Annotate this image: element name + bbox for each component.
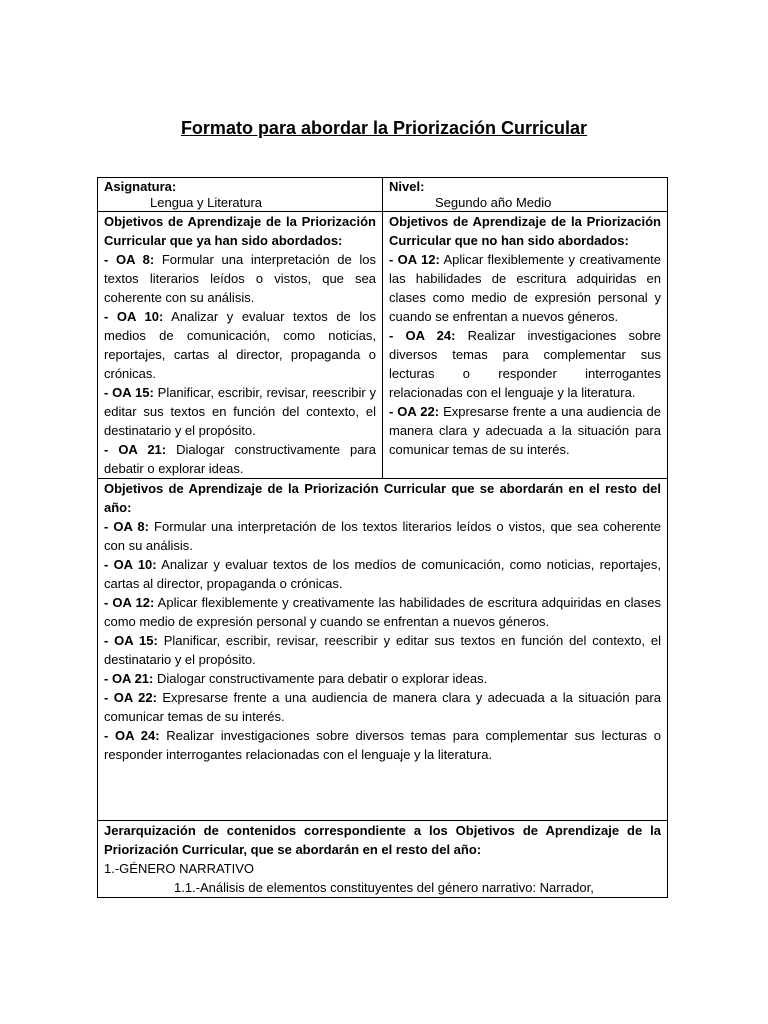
- oa-code: - OA 21:: [104, 671, 154, 686]
- oa-text: Aplicar flexiblemente y creativamente las habilidades de escritura adquiridas en clases como medio de expresión personal y cuando se enfrentan a nuevos géneros.: [104, 595, 661, 629]
- empty-space: [104, 764, 661, 820]
- oa-text: Realizar investigaciones sobre diversos temas para complementar sus lecturas o responder interrogantes relacionadas con el lenguaje y la literatura.: [389, 328, 661, 400]
- oa-text: Planificar, escribir, revisar, reescribir y editar sus textos en función del contexto, el destinatario y el propósito.: [104, 385, 376, 438]
- oa-text: Planificar, escribir, revisar, reescribir y editar sus textos en función del contexto, el destinatario y el propósito.: [104, 633, 662, 667]
- jerarquizacion-row: [98, 821, 668, 898]
- header-row: [98, 178, 668, 212]
- oa-text: Dialogar constructivamente para debatir o explorar ideas.: [104, 442, 376, 476]
- section-heading: 1.-GÉNERO NARRATIVO: [104, 861, 255, 876]
- oa-code: - OA 22:: [104, 690, 157, 705]
- list-item: [104, 688, 661, 726]
- oa-code: - OA 12:: [389, 252, 440, 267]
- list-item: [104, 726, 661, 764]
- asignatura-value: Lengua y Literatura: [150, 195, 263, 210]
- list-item: [104, 669, 661, 688]
- oa-code: - OA 15:: [104, 385, 154, 400]
- resto-heading: Objetivos de Aprendizaje de la Priorización Curricular que se abordarán en el resto del año:: [104, 481, 661, 515]
- oa-text: Aplicar flexiblemente y creativamente las habilidades de escritura adquiridas en clases como medio de expresión personal y cuando se enfrentan a nuevos géneros.: [389, 252, 662, 324]
- subsection-text: 1.1.-Análisis de elementos constituyentes del género narrativo: Narrador,: [174, 880, 594, 895]
- oa-code: - OA 22:: [389, 404, 440, 419]
- oa-text: Realizar investigaciones sobre diversos temas para complementar sus lecturas o responder interrogantes relacionadas con el lenguaje y la literatura.: [104, 728, 662, 762]
- oa-code: - OA 10:: [104, 309, 164, 324]
- oa-text: Expresarse frente a una audiencia de manera clara y adecuada a la situación para comunicar temas de su interés.: [104, 690, 661, 724]
- oa-text: Analizar y evaluar textos de los medios de comunicación, como noticias, reportajes, cartas al director, propaganda o crónicas.: [104, 557, 662, 591]
- list-item: [104, 631, 661, 669]
- list-item: [389, 326, 661, 402]
- oa-text: Dialogar constructivamente para debatir o explorar ideas.: [153, 671, 488, 686]
- oa-code: - OA 10:: [104, 557, 157, 572]
- oa-code: - OA 24:: [104, 728, 160, 743]
- list-item: [104, 307, 376, 383]
- list-item: [104, 440, 376, 478]
- list-item: [104, 555, 661, 593]
- curriculum-table: [97, 177, 668, 898]
- list-item: [104, 517, 661, 555]
- resto-row: [98, 479, 668, 821]
- oa-text: Analizar y evaluar textos de los medios de comunicación, como noticias, reportajes, cartas al director, propaganda o crónicas.: [104, 309, 376, 381]
- objectives-row: [98, 212, 668, 479]
- oa-text: Expresarse frente a una audiencia de manera clara y adecuada a la situación para comunicar temas de su interés.: [389, 404, 661, 457]
- asignatura-cell: [98, 178, 383, 212]
- nivel-label: Nivel:: [389, 179, 425, 194]
- oa-code: - OA 8:: [104, 519, 149, 534]
- nivel-cell: [383, 178, 668, 212]
- oa-code: - OA 15:: [104, 633, 158, 648]
- nivel-value: Segundo año Medio: [435, 195, 552, 210]
- oa-text: Formular una interpretación de los textos literarios leídos o vistos, que sea coherente con su análisis.: [104, 252, 376, 305]
- no-abordados-heading: Objetivos de Aprendizaje de la Priorización Curricular que no han sido abordados:: [389, 214, 661, 248]
- oa-code: - OA 21:: [104, 442, 167, 457]
- jerarquizacion-heading: Jerarquización de contenidos correspondiente a los Objetivos de Aprendizaje de la Priorización Curricular, que se abordarán en el resto del año:: [104, 823, 661, 857]
- oa-code: - OA 8:: [104, 252, 155, 267]
- asignatura-label: Asignatura:: [104, 179, 177, 194]
- page-title: Formato para abordar la Priorización Curricular: [180, 118, 588, 138]
- list-item: [389, 250, 661, 326]
- oa-text: Formular una interpretación de los textos literarios leídos o vistos, que sea coherente con su análisis.: [104, 519, 661, 553]
- jerarquizacion-cell: [98, 821, 668, 898]
- list-item: [104, 593, 661, 631]
- list-item: [104, 383, 376, 440]
- list-item: [389, 402, 661, 459]
- list-item: [104, 250, 376, 307]
- resto-cell: [98, 479, 668, 821]
- abordados-heading: Objetivos de Aprendizaje de la Priorización Curricular que ya han sido abordados:: [104, 214, 376, 248]
- no-abordados-cell: [383, 212, 668, 479]
- oa-code: - OA 24:: [389, 328, 456, 343]
- oa-code: - OA 12:: [104, 595, 155, 610]
- abordados-cell: [98, 212, 383, 479]
